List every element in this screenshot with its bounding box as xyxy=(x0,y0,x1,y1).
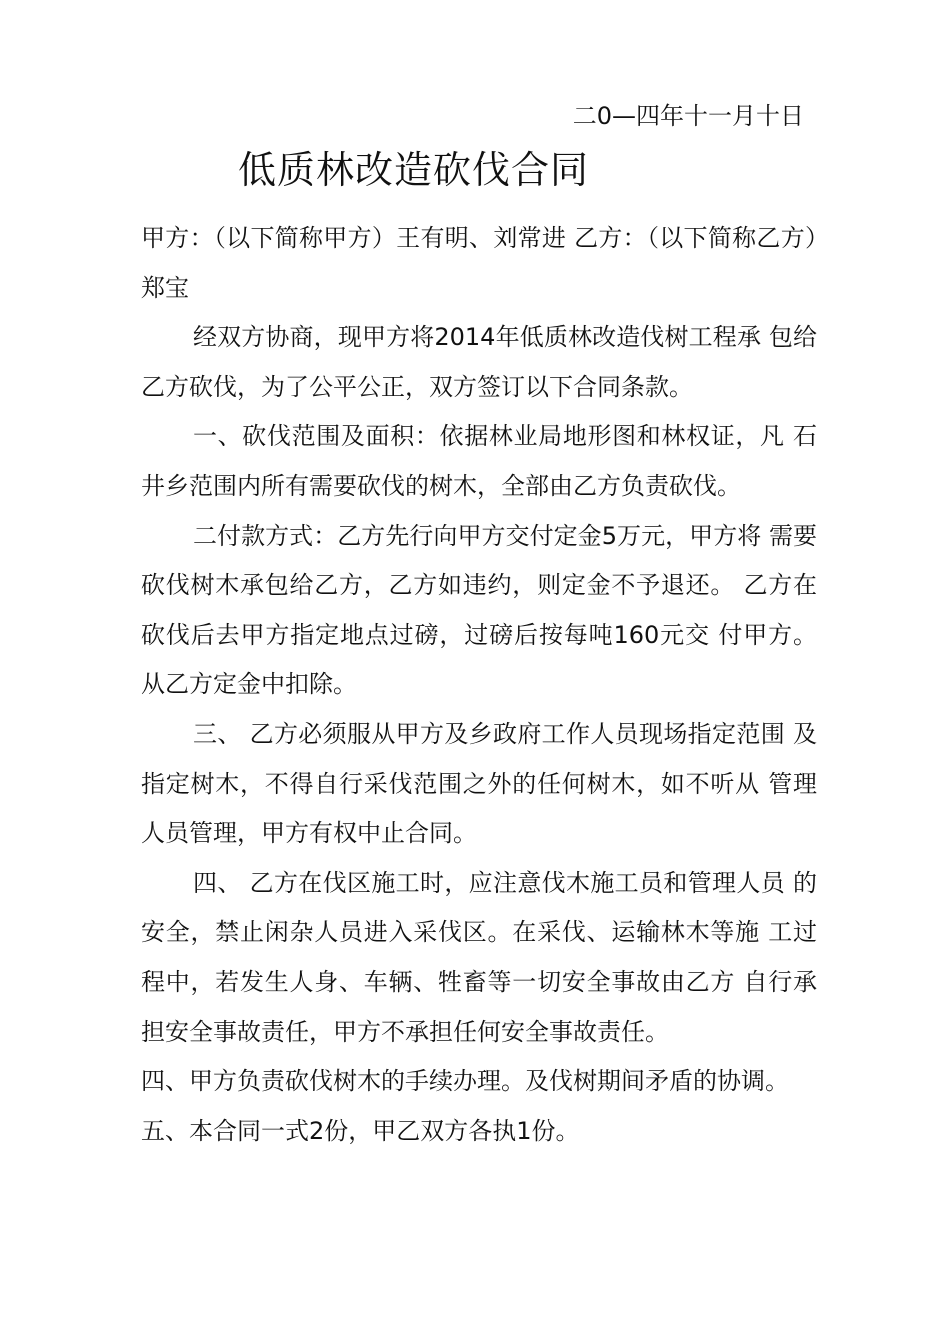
clause-payment: 二付款方式：乙方先行向甲方交付定金5万元，甲方将 需要砍伐树木承包给乙方，乙方如违约，则定金不予退还。 乙方在砍伐后去甲方指定地点过磅，过磅后按每吨160元交 付甲方。从乙方定金中扣除。 xyxy=(141,521,817,699)
clause-copies: 五、本合同一式2份，甲乙双方各执1份。 xyxy=(141,1116,580,1145)
contract-date: 二0—四年十一月十日 xyxy=(572,102,804,130)
intro-paragraph: 经双方协商，现甲方将2014年低质林改造伐树工程承 包给乙方砍伐，为了公平公正，双方签订以下合同条款。 xyxy=(141,323,817,401)
contract-body xyxy=(141,214,817,1156)
clause-compliance: 三、 乙方必须服从甲方及乡政府工作人员现场指定范围 及指定树木，不得自行采伐范围之外的任何树木，如不听从 管理人员管理，甲方有权中止合同。 xyxy=(141,719,817,848)
clause-scope: 一、砍伐范围及面积：依据林业局地形图和林权证，凡 石井乡范围内所有需要砍伐的树木，全部由乙方负责砍伐。 xyxy=(141,422,817,500)
clause-safety: 四、 乙方在伐区施工时，应注意伐木施工员和管理人员 的安全，禁止闲杂人员进入采伐区。在采伐、运输林木等施 工过程中，若发生人身、车辆、牲畜等一切安全事故由乙方 自行承担安全事故责任，甲方不承担任何安全事故责任。 xyxy=(141,868,817,1046)
clause-procedures: 四、甲方负责砍伐树木的手续办理。及伐树期间矛盾的协调。 xyxy=(141,1067,789,1096)
parties-paragraph: 甲方：（以下简称甲方）王有明、刘常进 乙方：（以下简称乙方）郑宝 xyxy=(141,224,817,302)
page-title: 低质林改造砍伐合同 xyxy=(238,148,590,192)
